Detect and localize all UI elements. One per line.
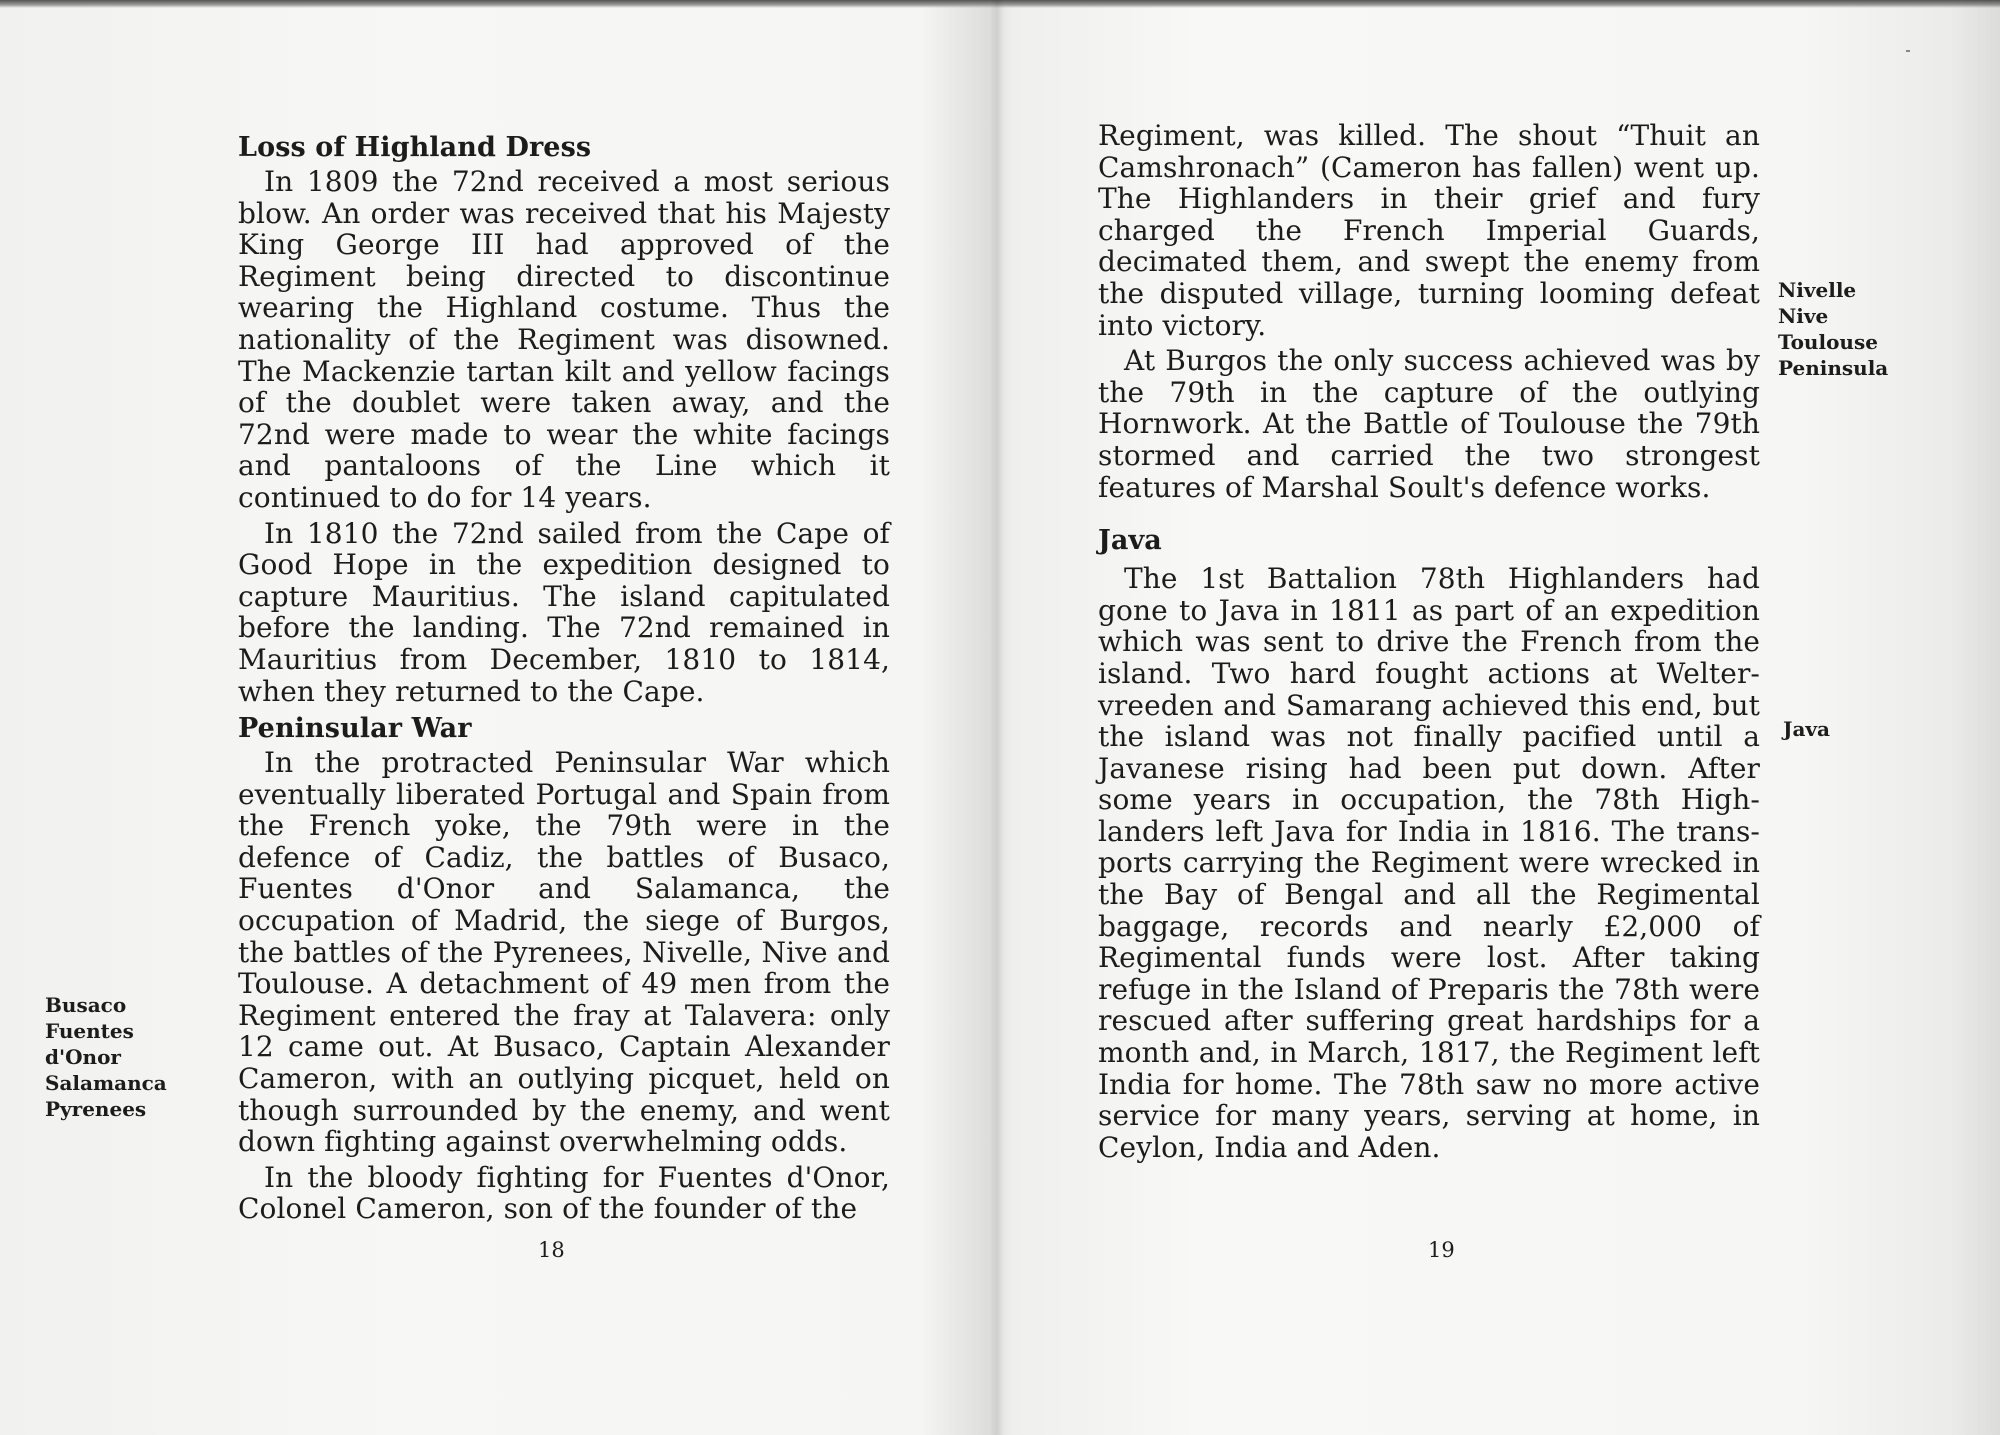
paragraph: The 1st Battalion 78th Highlanders had gone to Java in 1811 as part of an expedition which was sent to drive the French from the island. Two hard fought actions at Welter-vreeden and Samarang achieved this end, but the island was not finally pacified until a Javanese rising had been put down. After some years in occupation, the 78th High-landers left Java for India in 1816. The trans-ports carrying the Regiment were wrecked in the Bay of Bengal and all the Regimental baggage, records and nearly £2,000 of Regimental funds were lost. After taking refuge in the Island of Preparis the 78th were rescued after suffering great hardships for a month and, in March, 1817, the Regiment left India for home. The 78th saw no more active service for many years, serving at home, in Ceylon, India and Aden. xyxy=(1098,562,1760,1164)
paragraph: In 1809 the 72nd received a most serious blow. An order was received that his Majesty King George III had approved of the Regiment being directed to discontinue wearing the Highland costume. Thus the nationality of the Regiment was disowned. The Mackenzie tartan kilt and yellow facings of the doublet were taken away, and the 72nd were made to wear the white facings and pantaloons of the Line which it continued to do for 14 years. xyxy=(238,165,890,514)
paragraph: Regiment, was killed. The shout “Thuit an Camshronach” (Cameron has fallen) went up. The Highlanders in their grief and fury charged the French Imperial Guards, decimated them, and swept the enemy from the disputed village, turning looming defeat into victory. xyxy=(1098,119,1760,342)
heading-loss-of-highland-dress: Loss of Highland Dress xyxy=(238,132,592,163)
page-number: 18 xyxy=(538,1238,565,1262)
page-edge-shadow xyxy=(1950,0,2000,1435)
paragraph: In the protracted Peninsular War which eventually liberated Portugal and Spain from the French yoke, the 79th were in the defence of Cadiz, the battles of Busaco, Fuentes d'Onor and Salamanca, the occupation of Madrid, the siege of Burgos, the battles of the Pyrenees, Nivelle, Nive and Toulouse. A detachment of 49 men from the Regiment entered the fray at Talavera: only 12 came out. At Busaco, Captain Alexander Cameron, with an outlying picquet, held on though surrounded by the enemy, and went down fighting against overwhelming odds. xyxy=(238,746,890,1159)
margin-note: Nivelle xyxy=(1778,278,1857,302)
margin-note: d'Onor xyxy=(45,1045,121,1069)
margin-note: Nive xyxy=(1778,304,1829,328)
right-margin-notes xyxy=(1778,277,1888,381)
margin-note: Busaco xyxy=(45,993,127,1017)
paragraph: In 1810 the 72nd sailed from the Cape of Good Hope in the expedition designed to capture Mauritius. The island capitulated before the landing. The 72nd remained in Mauritius from December, 1810 to 1814, when they returned to the Cape. xyxy=(238,516,890,708)
page-number: 19 xyxy=(1428,1238,1455,1262)
margin-note: Java xyxy=(1783,717,1831,741)
margin-note: Peninsula xyxy=(1778,356,1889,380)
paragraph: At Burgos the only success achieved was by the 79th in the capture of the outlying Hornwork. At the Battle of Toulouse the 79th stormed and carried the two strongest features of Marshal Soult's defence works. xyxy=(1098,344,1760,504)
scan-speck xyxy=(1906,50,1910,52)
left-margin-notes xyxy=(45,992,167,1122)
heading-peninsular-war: Peninsular War xyxy=(238,713,472,745)
left-page-text xyxy=(238,130,890,1225)
book-spine xyxy=(990,0,1004,1435)
paragraph: In the bloody fighting for Fuentes d'Onor, Colonel Cameron, son of the founder of the xyxy=(238,1160,890,1226)
right-margin-notes-java xyxy=(1783,716,1830,742)
margin-note: Pyrenees xyxy=(45,1097,147,1121)
margin-note: Toulouse xyxy=(1778,330,1878,354)
margin-note: Fuentes xyxy=(45,1019,134,1043)
heading-java: Java xyxy=(1098,525,1162,557)
margin-note: Salamanca xyxy=(45,1071,167,1095)
right-page-text xyxy=(1098,120,1760,1163)
